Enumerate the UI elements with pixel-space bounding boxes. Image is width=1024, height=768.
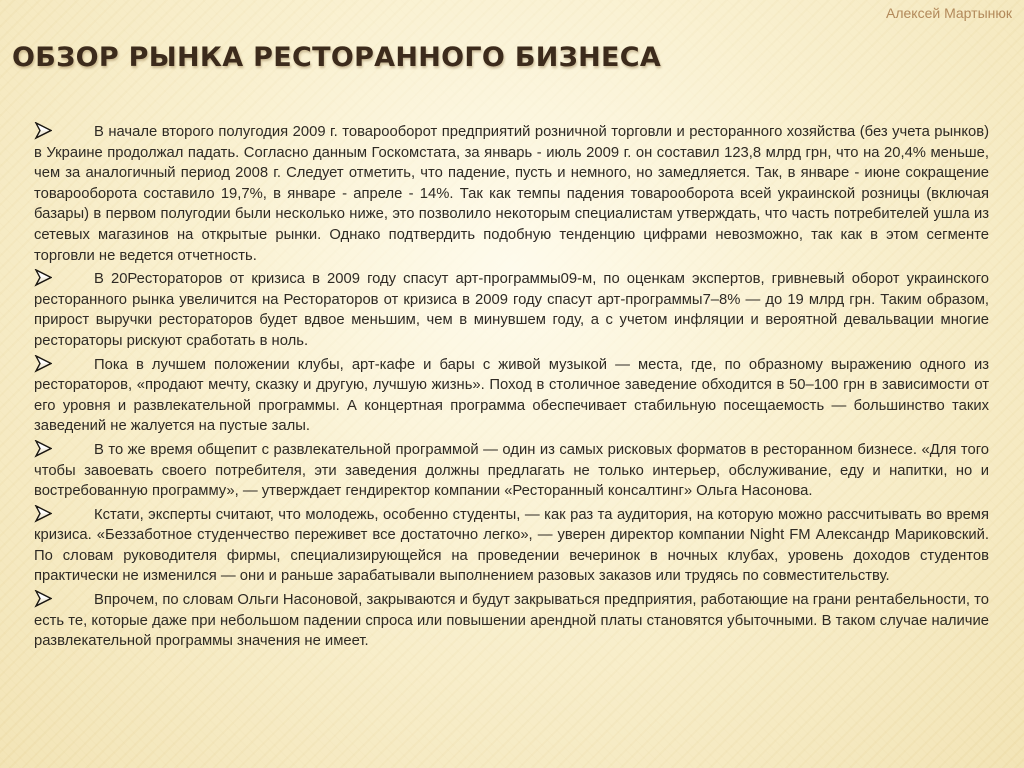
paragraph-text: Кстати, эксперты считают, что молодежь, особенно студенты, — как раз та аудитория, на которую можно рассчитывать во время кризиса. «Беззаботное студенчество переживет все достаточно легко», — уверен директор компании Night FM Александр Мариковский. По словам руководителя фирмы, специализирующейся на проведении вечеринок в ночных клубах, уровень доходов студентов практически не изменился — они и раньше зарабатывали выполнением разовых заказов или трудясь по совместительству.	[34, 506, 989, 585]
arrowhead-bullet-icon	[34, 505, 54, 525]
paragraph-text: В то же время общепит с развлекательной программой — один из самых рисковых форматов в ресторанном бизнесе. «Для того чтобы завоевать своего потребителя, эти заведения должны предлагать не только интерьер, обслуживание, еду и напитки, но и востребованную программу», — утверждает гендиректор компании «Ресторанный консалтинг» Ольга Насонова.	[34, 441, 989, 500]
arrowhead-bullet-icon	[34, 269, 54, 289]
arrowhead-bullet-icon	[34, 355, 54, 375]
bullet-list	[34, 122, 989, 655]
bullet-paragraph	[34, 122, 989, 266]
paragraph-text: Впрочем, по словам Ольги Насоновой, закрываются и будут закрываться предприятия, работающие на грани рентабельности, то есть те, которые даже при небольшом падении спроса или повышении арендной платы становятся убыточными. В таком случае наличие развлекательной программы значения не имеет.	[34, 592, 989, 650]
author-name: Алексей Мартынюк	[886, 5, 1012, 21]
bullet-paragraph	[34, 269, 989, 351]
paragraph-text: В 20Рестораторов от кризиса в 2009 году спасут арт-программы09-м, по оценкам экспертов, гривневый оборот украинского ресторанного рынка увеличится на Рестораторов от кризиса в 2009 году спасут арт-программы7–8% — до 19 млрд грн. Таким образом, прирост выручки рестораторов будет вдвое меньшим, чем в минувшем году, а с учетом инфляции и вероятной девальвации многие рестораторы рискуют сработать в ноль.	[34, 271, 989, 349]
arrowhead-bullet-icon	[34, 440, 54, 460]
arrowhead-bullet-icon	[34, 122, 54, 142]
paragraph-text: Пока в лучшем положении клубы, арт-кафе и бары с живой музыкой — места, где, по образному выражению одного из рестораторов, «продают мечту, сказку и другую, лучшую жизнь». Поход в столичное заведение обходится в 50–100 грн в зависимости от его уровня и развлекательной программы. А концертная программа обеспечивает стабильную посещаемость — большинство таких заведений не жалуется на пустые залы.	[34, 356, 989, 435]
bullet-paragraph	[34, 590, 989, 652]
paragraph-text: В начале второго полугодия 2009 г. товарооборот предприятий розничной торговли и ресторанного хозяйства (без учета рынков) в Украине продолжал падать. Согласно данным Госкомстата, за январь - июль 2009 г. он составил 123,8 млрд грн, что на 20,4% меньше, чем за аналогичный период 2008 г. Следует отметить, что падение, пусть и немного, но замедляется. Так, в январе - июне сокращение товарооборота составило 19,7%, в январе - апреле - 14%. Так как темпы падения товарооборота всей украинской розницы (включая базары) в первом полугодии были несколько ниже, это позволило некоторым специалистам утверждать, что часть потребителей ушла из сетевых магазинов на открытые рынки. Однако подтвердить подобную тенденцию цифрами невозможно, так как в этом сегменте торговли не ведется отчетность.	[34, 124, 989, 264]
slide-title: ОБЗОР РЫНКА РЕСТОРАННОГО БИЗНЕСА	[12, 42, 662, 73]
arrowhead-bullet-icon	[34, 590, 54, 610]
bullet-paragraph	[34, 505, 989, 587]
bullet-paragraph	[34, 355, 989, 437]
bullet-paragraph	[34, 440, 989, 502]
